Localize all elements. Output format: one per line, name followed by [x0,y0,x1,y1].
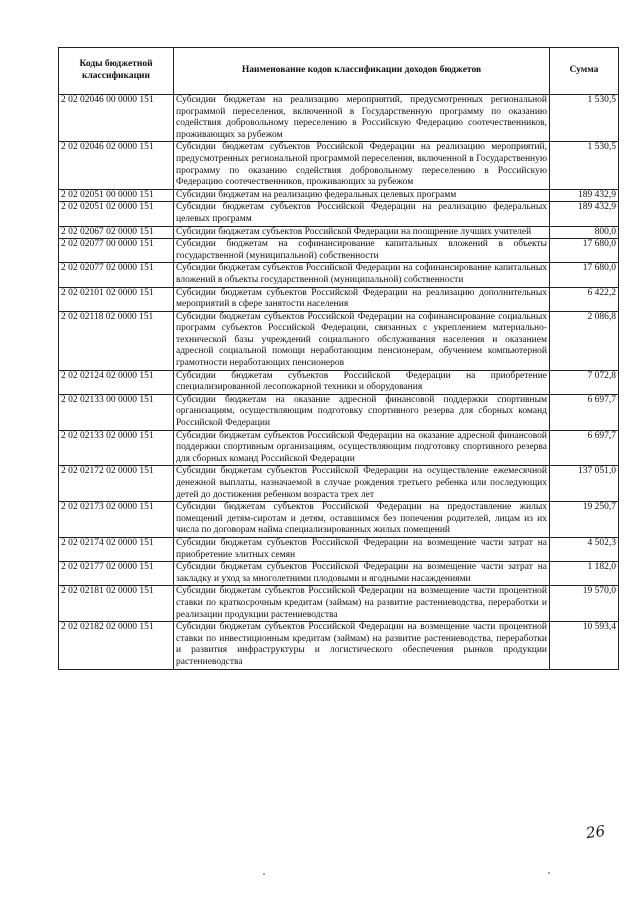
cell-name: Субсидии бюджетам субъектов Российской Федерации на реализацию мероприятий, предусмотренных региональной программой переселения, включенной в Государственную программу по оказанию содействия добровольному переселению в Российскую Федерацию соотечественников, проживающих за рубежом [174,142,550,189]
cell-name: Субсидии бюджетам на реализацию мероприятий, предусмотренных региональной программой переселения, включенной в Государственную программу по оказанию содействия добровольному переселению в Российскую Федерацию соотечественников, проживающих за рубежом [174,95,550,142]
cell-sum: 1 530,5 [550,95,619,142]
cell-name: Субсидии бюджетам субъектов Российской Федерации на возмещение части процентной ставки по инвестиционным кредитам (займам) на развитие растениеводства, переработки и развития инфраструктуры и логистического обеспечения рынков продукции растениеводства [174,622,550,669]
table-row [59,586,619,622]
cell-name: Субсидии бюджетам субъектов Российской Федерации на возмещение части затрат на закладку и уход за многолетними плодовыми и ягодными насаждениями [174,562,550,586]
cell-name: Субсидии бюджетам субъектов Российской Федерации на поощрение лучших учителей [174,226,550,239]
cell-sum: 4 502,3 [550,537,619,561]
cell-sum: 17 680,0 [550,239,619,263]
header-sum: Сумма [550,48,619,95]
cell-sum: 6 422,2 [550,287,619,311]
cell-sum: 10 593,4 [550,622,619,669]
cell-name: Субсидии бюджетам субъектов Российской Федерации на софинансирование капитальных вложений в объекты государственной (муниципальной) собственности [174,263,550,287]
cell-code: 2 02 02173 02 0000 151 [59,502,174,538]
cell-code: 2 02 02118 02 0000 151 [59,311,174,370]
cell-code: 2 02 02051 02 0000 151 [59,202,174,226]
header-code: Коды бюджетной классификации [59,48,174,95]
table-row [59,226,619,239]
cell-sum: 19 250,7 [550,502,619,538]
table-row [59,430,619,466]
cell-code: 2 02 02182 02 0000 151 [59,622,174,669]
table-row [59,95,619,142]
cell-code: 2 02 02046 00 0000 151 [59,95,174,142]
cell-name: Субсидии бюджетам на реализацию федеральных целевых программ [174,189,550,202]
table-row [59,202,619,226]
cell-code: 2 02 02174 02 0000 151 [59,537,174,561]
table-row [59,287,619,311]
handwritten-page-number: 26 [584,821,607,843]
cell-name: Субсидии бюджетам субъектов Российской Федерации на реализацию дополнительных мероприятий в сфере занятости населения [174,287,550,311]
budget-revenue-table [58,47,619,670]
scan-speck [548,872,550,874]
cell-code: 2 02 02051 00 0000 151 [59,189,174,202]
table-row [59,263,619,287]
cell-sum: 2 086,8 [550,311,619,370]
cell-sum: 1 530,5 [550,142,619,189]
cell-name: Субсидии бюджетам субъектов Российской Федерации на предоставление жилых помещений детям-сиротам и детям, оставшимся без попечения родителей, лицам из их числа по договорам найма специализированных жилых помещений [174,502,550,538]
table-header-row [59,48,619,95]
cell-code: 2 02 02077 00 0000 151 [59,239,174,263]
cell-code: 2 02 02077 02 0000 151 [59,263,174,287]
cell-sum: 6 697,7 [550,430,619,466]
cell-name: Субсидии бюджетам субъектов Российской Федерации на реализацию федеральных целевых программ [174,202,550,226]
table-row [59,394,619,430]
table-body [59,95,619,670]
table-row [59,622,619,669]
cell-code: 2 02 02172 02 0000 151 [59,466,174,502]
scan-speck [263,873,265,875]
cell-sum: 19 570,0 [550,586,619,622]
cell-code: 2 02 02067 02 0000 151 [59,226,174,239]
cell-name: Субсидии бюджетам на софинансирование капитальных вложений в объекты государственной (муниципальной) собственности [174,239,550,263]
cell-sum: 7 072,8 [550,370,619,394]
table-row [59,466,619,502]
cell-code: 2 02 02124 02 0000 151 [59,370,174,394]
cell-sum: 6 697,7 [550,394,619,430]
table-row [59,562,619,586]
header-name: Наименование кодов классификации доходов бюджетов [174,48,550,95]
cell-sum: 137 051,0 [550,466,619,502]
table-row [59,370,619,394]
table-row [59,189,619,202]
cell-name: Субсидии бюджетам субъектов Российской Федерации на софинансирование социальных программ субъектов Российской Федерации, связанных с укреплением материально-технической базы учреждений социального обслуживания населения и оказанием адресной социальной помощи неработающим пенсионерам, обучением компьютерной грамотности неработающих пенсионеров [174,311,550,370]
cell-sum: 189 432,9 [550,189,619,202]
cell-name: Субсидии бюджетам субъектов Российской Федерации на приобретение специализированной лесопожарной техники и оборудования [174,370,550,394]
cell-name: Субсидии бюджетам субъектов Российской Федерации на возмещение части процентной ставки по краткосрочным кредитам (займам) на развитие растениеводства, переработки и реализации продукции растениеводства [174,586,550,622]
cell-code: 2 02 02177 02 0000 151 [59,562,174,586]
cell-sum: 800,0 [550,226,619,239]
table-row [59,142,619,189]
cell-sum: 1 182,0 [550,562,619,586]
cell-code: 2 02 02133 00 0000 151 [59,394,174,430]
cell-code: 2 02 02101 02 0000 151 [59,287,174,311]
table-row [59,311,619,370]
cell-sum: 17 680,0 [550,263,619,287]
cell-name: Субсидии бюджетам субъектов Российской Федерации на осуществление ежемесячной денежной выплаты, назначаемой в случае рождения третьего ребенка или последующих детей до достижения ребенком возраста трех лет [174,466,550,502]
cell-name: Субсидии бюджетам субъектов Российской Федерации на возмещение части затрат на приобретение элитных семян [174,537,550,561]
table-row [59,502,619,538]
cell-code: 2 02 02046 02 0000 151 [59,142,174,189]
cell-code: 2 02 02181 02 0000 151 [59,586,174,622]
table-row [59,537,619,561]
cell-sum: 189 432,9 [550,202,619,226]
cell-name: Субсидии бюджетам на оказание адресной финансовой поддержки спортивным организациям, осуществляющим подготовку спортивного резерва для сборных команд Российской Федерации [174,394,550,430]
cell-code: 2 02 02133 02 0000 151 [59,430,174,466]
cell-name: Субсидии бюджетам субъектов Российской Федерации на оказание адресной финансовой поддержки спортивным организациям, осуществляющим подготовку спортивного резерва для сборных команд Российской Федерации [174,430,550,466]
table-row [59,239,619,263]
